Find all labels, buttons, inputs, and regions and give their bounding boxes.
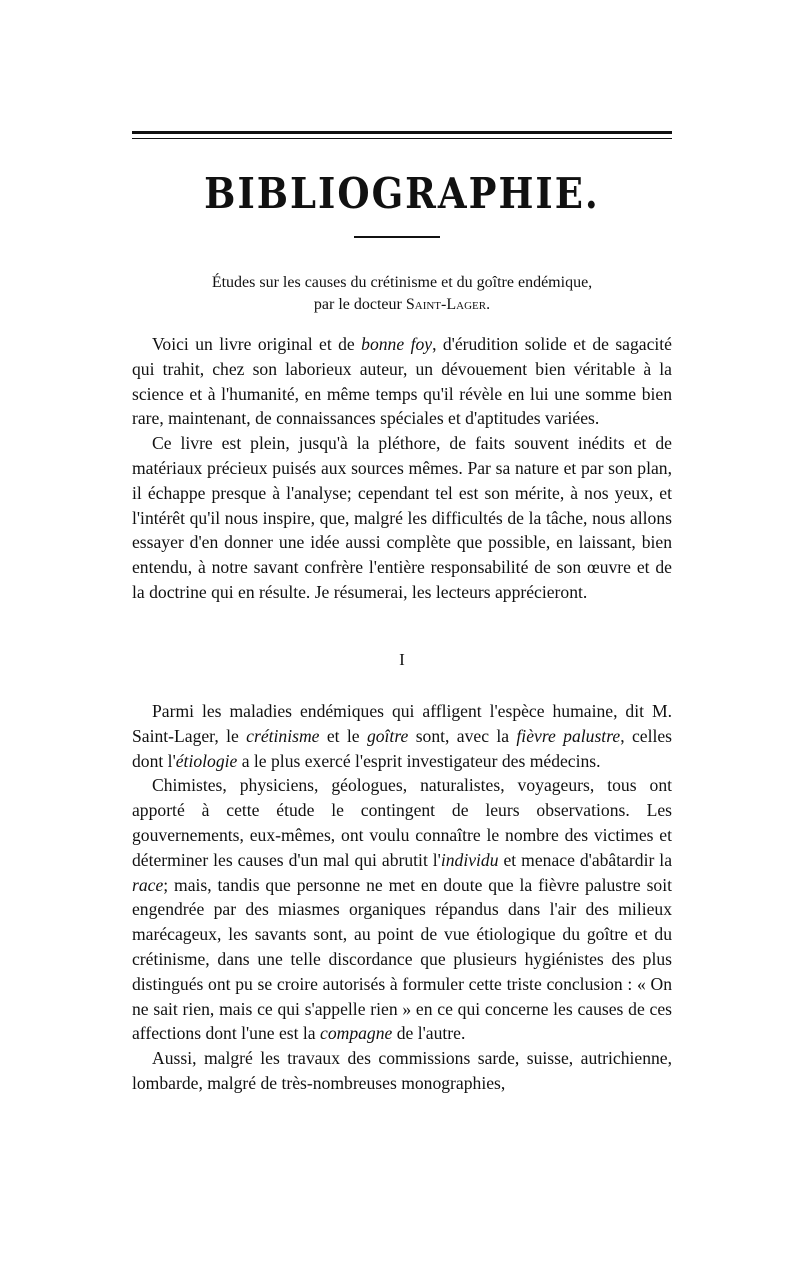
intro-text-block	[132, 332, 672, 605]
header-rule-thick	[132, 131, 672, 134]
paragraph-1: Voici un livre original et de bonne foy, d'érudition solide et de sagacité qui trahit, chez son laborieux auteur, un dévouement bien véritable à la science et à l'humanité, en même temps qu'il révèle en lui une somme bien rare, maintenant, de connaissances spéciales et d'aptitudes variées.	[132, 334, 672, 429]
subtitle-line-1: Études sur les causes du crétinisme et du goître endémique,	[211, 274, 593, 291]
paragraph-5: Aussi, malgré les travaux des commissions sarde, suisse, autrichienne, lombarde, malgré de très-nombreuses monographies,	[132, 1048, 672, 1093]
section-heading: I	[399, 650, 405, 669]
review-subtitle	[132, 272, 672, 316]
paragraph-3: Parmi les maladies endémiques qui affligent l'espèce humaine, dit M. Saint-Lager, le crétinisme et le goître sont, avec la fièvre palustre, celles dont l'étiologie a le plus exercé l'esprit investigateur des médecins.	[132, 701, 673, 771]
author-name: Saint-Lager.	[405, 296, 491, 313]
subtitle-line-2: par le docteur Saint-Lager.	[313, 296, 491, 313]
paragraph-2: Ce livre est plein, jusqu'à la pléthore, de faits souvent inédits et de matériaux précieux puisés aux sources mêmes. Par sa nature et par son plan, il échappe presque à l'analyse; cependant tel est son mérite, à nos yeux, et l'intérêt qu'il nous inspire, que, malgré les difficultés de la tâche, nous allons essayer d'en donner une idée aussi complète que possible, en laissant, bien entendu, à notre savant confrère l'entière responsabilité de son œuvre et de la doctrine qui en résulte. Je résumerai, les lecteurs apprécieront.	[132, 433, 672, 602]
section-1-text-block	[132, 699, 672, 1096]
document-page	[132, 0, 672, 1270]
page-title: BIBLIOGRAPHIE.	[204, 167, 600, 219]
paragraph-4: Chimistes, physiciens, géologues, naturalistes, voyageurs, tous ont apporté à cette étude le contingent de leurs observations. Les gouvernements, eux-mêmes, ont voulu connaître le nombre des victimes et déterminer les causes d'un mal qui abrutit l'individu et menace d'abâtardir la race; mais, tandis que personne ne met en doute que la fièvre palustre soit engendrée par des miasmes organiques répandus dans l'air des milieux marécageux, les savants sont, au point de vue étiologique du goître et du crétinisme, dans une telle discordance que plusieurs hygiénistes des plus distingués ont pu se croire autorisés à formuler cette triste conclusion : « On ne sait rien, mais ce qui s'appelle rien » en ce qui concerne les causes de ces affections dont l'une est la compagne de l'autre.	[132, 775, 673, 1044]
header-rule-thin	[132, 138, 672, 139]
title-divider	[354, 236, 440, 238]
